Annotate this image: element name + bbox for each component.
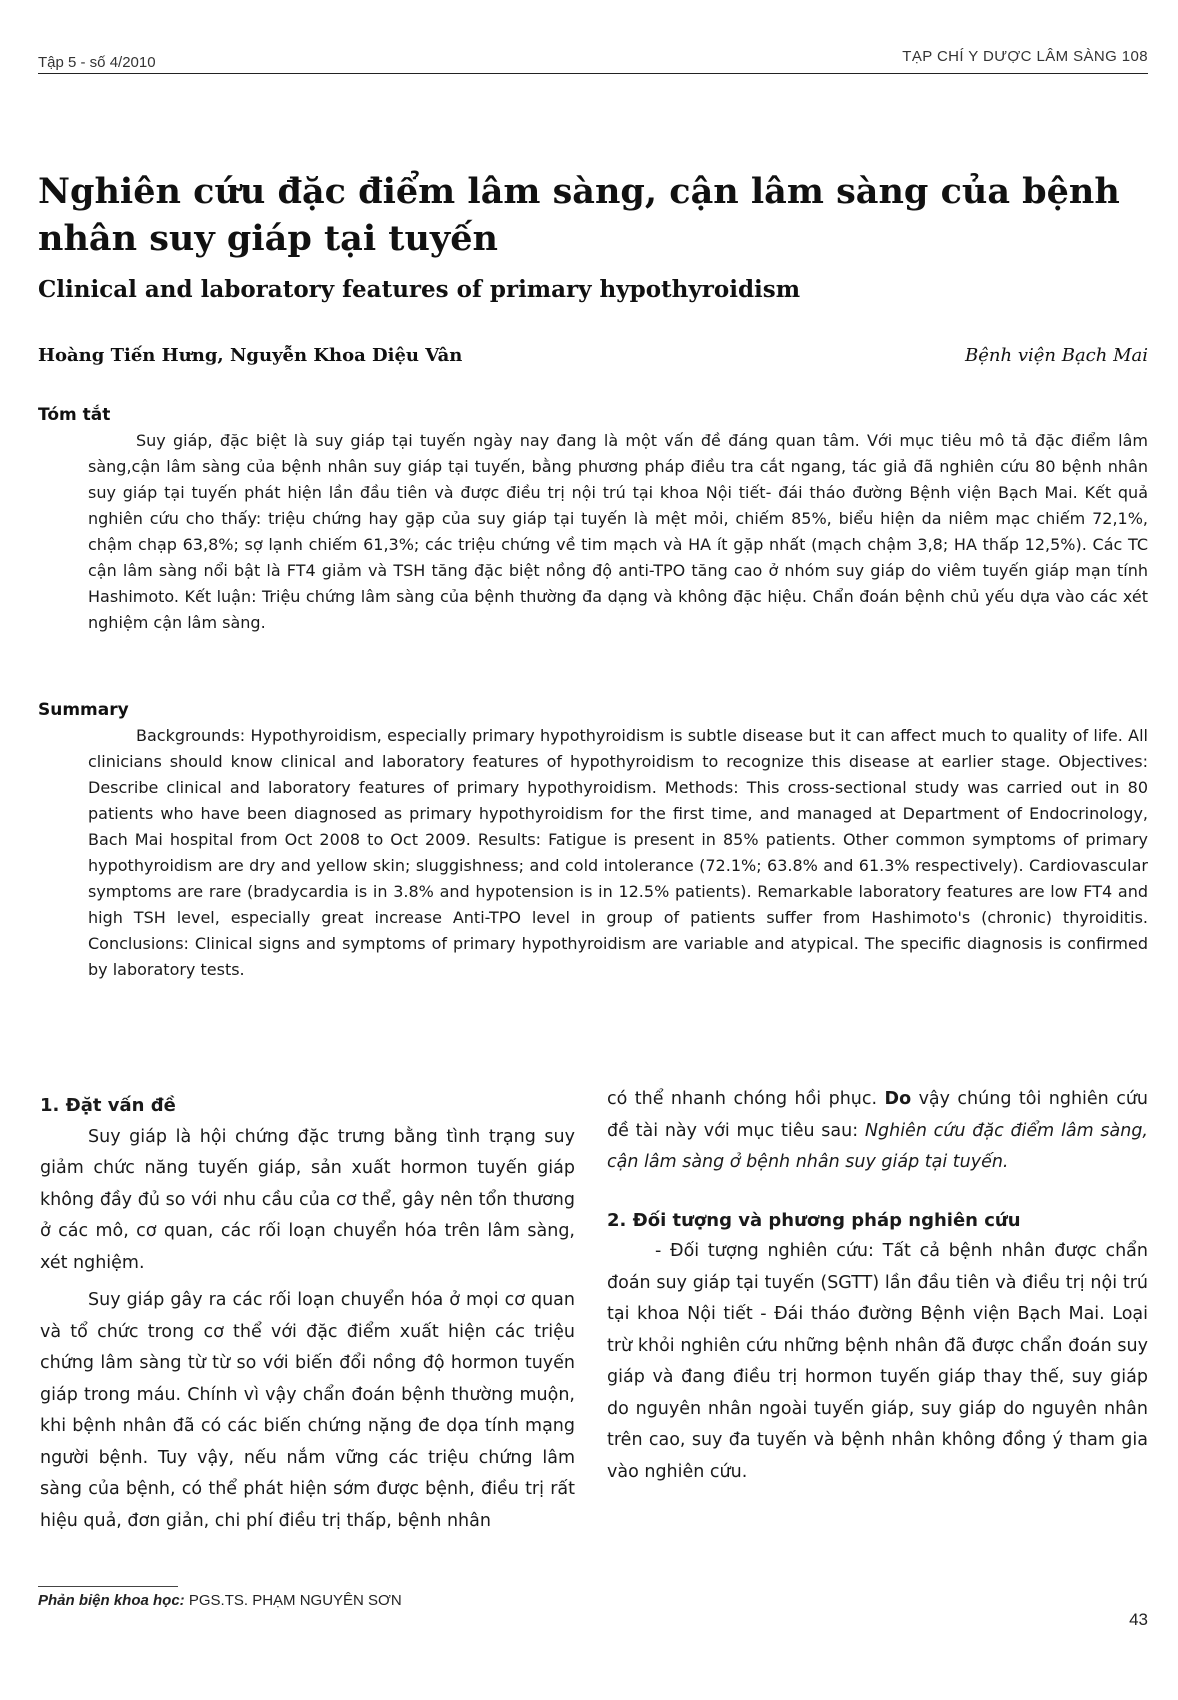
right-column (607, 1084, 1148, 1488)
tom-tat-text: Suy giáp, đặc biệt là suy giáp tại tuyến ngày nay đang là một vấn đề đáng quan tâm. Với mục tiêu mô tả đặc điểm lâm sàng,cận lâm sàng của bệnh nhân suy giáp tại tuyến, bằng phương pháp điều tra cắt ngang, tác giả đã nghiên cứu 80 bệnh nhân suy giáp tại tuyến phát hiện lần đầu tiên và được điều trị nội trú tại khoa Nội tiết- đái tháo đường Bệnh viện Bạch Mai. Kết quả nghiên cứu cho thấy: triệu chứng hay gặp của suy giáp tại tuyến là mệt mỏi, chiếm 85%, biểu hiện da niêm mạc chiếm 72,1%, chậm chạp 63,8%; sợ lạnh chiếm 61,3%; các triệu chứng về tim mạch và HA ít gặp nhất (mạch chậm 3,8; HA thấp 12,5%). Các TC cận lâm sàng nổi bật là FT4 giảm và TSH tăng đặc biệt nồng độ anti-TPO tăng cao ở nhóm suy giáp do viêm tuyến giáp mạn tính Hashimoto. Kết luận: Triệu chứng lâm sàng của bệnh thường đa dạng và không đặc hiệu. Chẩn đoán bệnh chủ yếu dựa vào các xét nghiệm cận lâm sàng. (88, 431, 1148, 632)
affiliation: Bệnh viện Bạch Mai (965, 345, 1148, 366)
reviewer-name: PGS.TS. PHẠM NGUYÊN SƠN (188, 1592, 402, 1609)
authors: Hoàng Tiến Hưng, Nguyễn Khoa Diệu Vân (38, 345, 463, 366)
tom-tat-heading: Tóm tắt (38, 405, 111, 425)
summary-text: Backgrounds: Hypothyroidism, especially primary hypothyroidism is subtle disease but it can affect much to quality of life. All clinicians should know clinical and laboratory features of hypothyroidism to recognize this disease at earlier stage. Objectives: Describe clinical and laboratory features of primary hypothyroidism. Methods: This cross-sectional study was carried out in 80 patients who have been diagnosed as primary hypothyroidism for the first time, and managed at Department of Endocrinology, Bach Mai hospital from Oct 2008 to Oct 2009. Results: Fatigue is present in 85% patients. Other common symptoms of primary hypothyroidism are dry and yellow skin; sluggishness; and cold intolerance (72.1%; 63.8% and 61.3% respectively). Cardiovascular symptoms are rare (bradycardia is in 3.8% and hypotension is in 12.5% patients). Remarkable laboratory features are low FT4 and high TSH level, especially great increase Anti-TPO level in group of patients suffer from Hashimoto's (chronic) thyroiditis. Conclusions: Clinical signs and symptoms of primary hypothyroidism are variable and atypical. The specific diagnosis is confirmed by laboratory tests. (88, 726, 1148, 979)
left-column (40, 1090, 575, 1537)
header-rule (38, 73, 1148, 74)
footnote-label: Phản biện khoa học: (38, 1592, 185, 1609)
page-number: 43 (1129, 1610, 1148, 1629)
section-1-paragraph-3 (607, 1084, 1148, 1179)
volume-issue: Tập 5 - số 4/2010 (38, 54, 156, 71)
p3-mid: vậy chúng tôi nghiên cứu đề tài này với mục tiêu sau: (607, 1089, 1148, 1141)
section-1-paragraph-2: Suy giáp gây ra các rối loạn chuyển hóa ở mọi cơ quan và tổ chức trong cơ thể với đặc điểm xuất hiện các triệu chứng lâm sàng từ từ so với biến đổi nồng độ hormon tuyến giáp trong máu. Chính vì vậy chẩn đoán bệnh thường muộn, khi bệnh nhân đã có các biến chứng nặng đe dọa tính mạng người bệnh. Tuy vậy, nếu nắm vững các triệu chứng lâm sàng của bệnh, có thể phát hiện sớm được bệnh, điều trị rất hiệu quả, đơn giản, chi phí điều trị thấp, bệnh nhân (40, 1290, 575, 1531)
article-subtitle: Clinical and laboratory features of primary hypothyroidism (38, 276, 801, 303)
reviewer-footnote (38, 1592, 402, 1609)
section-2-heading: 2. Đối tượng và phương pháp nghiên cứu (607, 1209, 1021, 1231)
article-title: Nghiên cứu đặc điểm lâm sàng, cận lâm sàng của bệnh nhân suy giáp tại tuyến (38, 171, 1120, 259)
p3-bold: Do (884, 1089, 912, 1109)
study-objective: Nghiên cứu đặc điểm lâm sàng, cận lâm sàng ở bệnh nhân suy giáp tại tuyến. (607, 1120, 1148, 1172)
section-1-paragraph-1: Suy giáp là hội chứng đặc trưng bằng tình trạng suy giảm chức năng tuyến giáp, sản xuất hormon tuyến giáp không đầy đủ so với nhu cầu của cơ thể, gây nên tổn thương ở các mô, cơ quan, các rối loạn chuyển hóa trên lâm sàng, xét nghiệm. (40, 1126, 575, 1273)
section-2-paragraph-1: - Đối tượng nghiên cứu: Tất cả bệnh nhân được chẩn đoán suy giáp tại tuyến (SGTT) lần đầu tiên và điều trị nội trú tại khoa Nội tiết - Đái tháo đường Bệnh viện Bạch Mai. Loại trừ khỏi nghiên cứu những bệnh nhân đã được chẩn đoán suy giáp và đang điều trị hormon tuyến giáp thay thế, suy giáp do nguyên nhân ngoài tuyến giáp, suy giáp do nguyên nhân trên cao, suy đa tuyến và bệnh nhân không đồng ý tham gia vào nghiên cứu. (607, 1241, 1148, 1482)
p3-start: có thể nhanh chóng hồi phục. (607, 1089, 878, 1109)
section-1-heading: 1. Đặt vấn đề (40, 1095, 176, 1116)
footnote-rule (38, 1586, 178, 1587)
journal-running-head: TẠP CHÍ Y DƯỢC LÂM SÀNG 108 (902, 48, 1148, 65)
summary-heading: Summary (38, 700, 129, 720)
